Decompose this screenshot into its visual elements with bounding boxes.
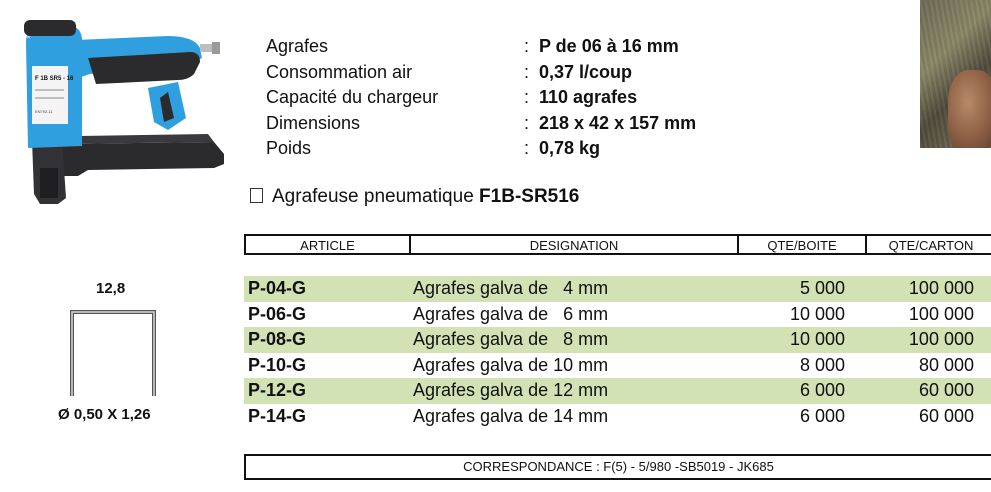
product-title <box>250 185 579 209</box>
cell-qte-boite: 6 000 <box>799 380 845 400</box>
spec-colon: : <box>524 138 530 158</box>
header-article: ARTICLE <box>246 236 411 255</box>
spec-row <box>266 136 746 162</box>
spec-label: Agrafes <box>266 36 329 56</box>
spec-value: 218 x 42 x 157 mm <box>539 112 697 133</box>
cell-qte-boite: 10 000 <box>789 303 845 324</box>
table-row <box>244 353 991 379</box>
spec-label: Dimensions <box>266 112 361 133</box>
cell-designation: Agrafes galva de 14 mm <box>413 405 609 426</box>
table-row <box>244 276 991 302</box>
cell-article: P-08-G <box>248 329 307 349</box>
spec-colon: : <box>524 87 530 107</box>
spec-row <box>266 34 746 60</box>
spec-label: Capacité du chargeur <box>266 87 439 107</box>
cell-qte-boite: 5 000 <box>799 278 845 298</box>
spec-row <box>266 60 746 86</box>
spec-row <box>266 111 746 137</box>
product-model: F1B-SR516 <box>479 186 580 207</box>
cell-designation: Agrafes galva de 8 mm <box>413 329 609 349</box>
spec-colon: : <box>524 61 530 82</box>
cell-article: P-10-G <box>248 354 307 375</box>
spec-value: 0,78 kg <box>539 138 601 158</box>
table-header <box>244 234 991 255</box>
table-row <box>244 378 991 404</box>
cell-qte-carton: 100 000 <box>908 303 974 324</box>
cell-designation: Agrafes galva de 12 mm <box>413 380 609 400</box>
cell-qte-carton: 100 000 <box>908 278 974 298</box>
cell-qte-boite: 6 000 <box>799 405 845 426</box>
specifications <box>266 34 746 162</box>
person-photo <box>920 0 991 148</box>
table-body <box>244 276 991 429</box>
staple-dimensions-label: Ø 0,50 X 1,26 <box>58 406 151 423</box>
table-row <box>244 327 991 353</box>
cell-article: P-12-G <box>248 380 307 400</box>
spec-colon: : <box>524 112 530 133</box>
table-row <box>244 404 991 430</box>
cell-article: P-06-G <box>248 303 307 324</box>
spec-label: Poids <box>266 138 312 158</box>
cell-designation: Agrafes galva de 4 mm <box>413 278 609 298</box>
header-qte-carton: QTE/CARTON <box>888 238 974 253</box>
header-qte-boite: QTE/BOITE <box>739 236 867 255</box>
cell-qte-boite: 10 000 <box>789 329 845 349</box>
tool-sublabel: EN792-11 <box>35 109 53 114</box>
cell-article: P-14-G <box>248 405 307 426</box>
cell-qte-carton: 100 000 <box>908 329 974 349</box>
product-table <box>244 234 991 426</box>
table-row <box>244 302 991 328</box>
spec-label: Consommation air <box>266 61 413 82</box>
cell-qte-carton: 60 000 <box>918 380 974 400</box>
spec-value: 0,37 l/coup <box>539 61 633 82</box>
staple-icon <box>66 306 162 398</box>
spec-value: 110 agrafes <box>539 87 638 107</box>
tool-label: F 1B SR5 - 16 <box>35 76 74 82</box>
product-prefix: Agrafeuse pneumatique <box>272 186 480 207</box>
stapler-image <box>18 18 230 210</box>
spec-value: P de 06 à 16 mm <box>539 36 679 56</box>
cell-article: P-04-G <box>248 278 307 298</box>
cell-qte-carton: 60 000 <box>918 405 974 426</box>
cell-qte-boite: 8 000 <box>799 354 845 375</box>
staple-width-label: 12,8 <box>96 280 126 297</box>
header-designation: DESIGNATION <box>411 236 739 255</box>
spec-colon: : <box>524 36 530 56</box>
cell-qte-carton: 80 000 <box>918 354 974 375</box>
cell-designation: Agrafes galva de 10 mm <box>413 354 609 375</box>
cell-designation: Agrafes galva de 6 mm <box>413 303 609 324</box>
checkbox-icon <box>250 188 263 203</box>
spec-row <box>266 85 746 111</box>
correspondance-note: CORRESPONDANCE : F(5) - 5/980 -SB5019 - JK685 <box>244 454 991 480</box>
